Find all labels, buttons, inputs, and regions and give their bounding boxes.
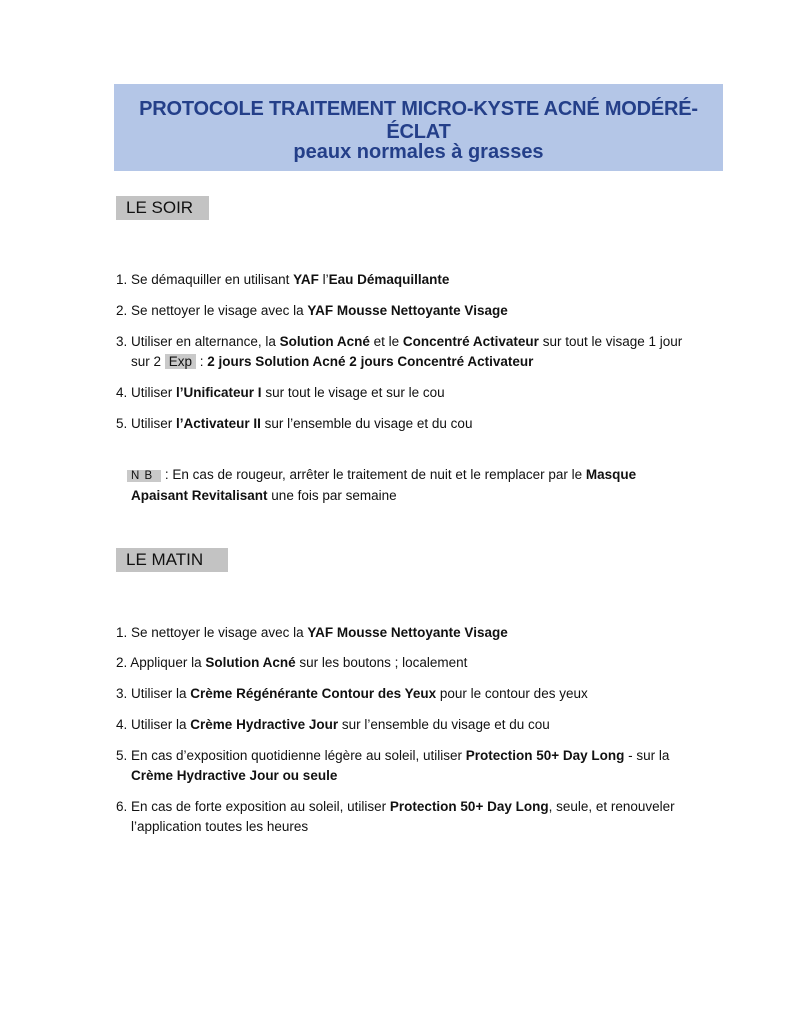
list-item-continuation: Crème Hydractive Jour ou seule	[131, 768, 338, 783]
note-line-continuation: Apaisant Revitalisant une fois par semaine	[131, 488, 397, 503]
example-tag: Exp	[165, 354, 196, 369]
list-item: 5. Utiliser l’Activateur II sur l’ensemble du visage et du cou	[116, 416, 473, 431]
list-item: 6. En cas de forte exposition au soleil, utiliser Protection 50+ Day Long, seule, et renouveler	[116, 799, 675, 814]
note-line: N B : En cas de rougeur, arrêter le traitement de nuit et le remplacer par le Masque	[127, 466, 636, 485]
section-heading-matin: LE MATIN	[116, 548, 228, 572]
title-banner	[114, 84, 723, 171]
list-item: 4. Utiliser la Crème Hydractive Jour sur l’ensemble du visage et du cou	[116, 717, 550, 732]
list-item-continuation: l’application toutes les heures	[131, 819, 309, 834]
list-item: 1. Se nettoyer le visage avec la YAF Mousse Nettoyante Visage	[116, 625, 508, 640]
list-item: 2. Se nettoyer le visage avec la YAF Mousse Nettoyante Visage	[116, 303, 508, 318]
list-item: 1. Se démaquiller en utilisant YAF l’Eau Démaquillante	[116, 272, 450, 287]
list-item: 5. En cas d’exposition quotidienne légère au soleil, utiliser Protection 50+ Day Long - sur la	[116, 748, 670, 763]
list-item: 3. Utiliser en alternance, la Solution Acné et le Concentré Activateur sur tout le visage 1 jour	[116, 334, 683, 349]
document-subtitle: peaux normales à grasses	[293, 141, 544, 163]
list-item: 2. Appliquer la Solution Acné sur les boutons ; localement	[116, 655, 468, 670]
document-title: PROTOCOLE TRAITEMENT MICRO-KYSTE ACNÉ MODÉRÉ-ÉCLAT	[139, 98, 698, 143]
section-heading-soir: LE SOIR	[116, 196, 209, 220]
list-item: 3. Utiliser la Crème Régénérante Contour des Yeux pour le contour des yeux	[116, 686, 588, 701]
list-item-continuation: sur 2 Exp : 2 jours Solution Acné 2 jours Concentré Activateur	[131, 354, 534, 369]
note-tag: N B	[127, 470, 161, 482]
list-item: 4. Utiliser l’Unificateur I sur tout le visage et sur le cou	[116, 385, 445, 400]
